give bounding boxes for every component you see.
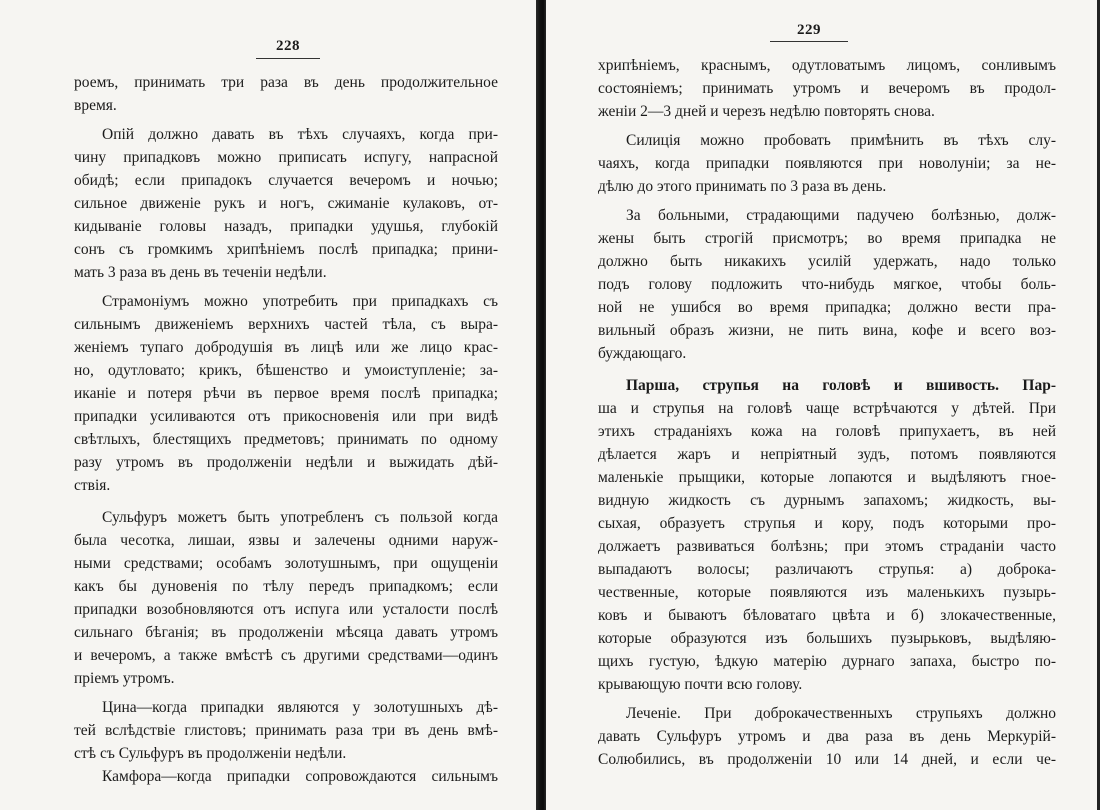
text-line: ковъ и бываютъ бѣловатаго цвѣта и б) злокачественные,: [598, 607, 1056, 624]
text-line: была чесотка, лишаи, язвы и залечены одними наруж-: [74, 532, 498, 549]
text-line: Солюбились, въ продолженіи 10 или 14 дней, и если че-: [598, 751, 1056, 768]
section-heading: Парша, струпья на головѣ и вшивость. Пар-: [626, 377, 1056, 394]
text-line: кидываніе головы назадъ, припадки удушья, глубокій: [74, 218, 498, 235]
text-line: крывающую почти всю голову.: [598, 676, 803, 693]
text-line: состояніемъ; принимать утромъ и вечеромъ въ продол-: [598, 80, 1056, 97]
text-line: Страмоніумъ можно употребить при припадкахъ съ: [102, 293, 498, 310]
text-line: дѣлю до этого принимать по 3 раза въ день.: [598, 178, 887, 195]
text-line: стѣ съ Сульфуръ въ продолженіи недѣли.: [74, 745, 347, 762]
text-line: но, одутловато; крикъ, бѣшенство и умоиступленіе; за-: [74, 362, 498, 379]
text-line: тей вслѣдствіе глистовъ; принимать раза три въ день вмѣ-: [74, 722, 498, 739]
text-line: сонъ съ громкимъ хрипѣніемъ послѣ припадка; прини-: [74, 241, 498, 258]
text-line: ными средствами; особамъ золотушнымъ, при ощущеніи: [74, 555, 498, 572]
text-line: маленькіе прыщики, которые лопаются и выдѣляютъ гное-: [598, 469, 1056, 486]
text-line: ной не ушибся во время припадка; должно вести пра-: [598, 299, 1056, 316]
text-line: какъ бы дуновенія по тѣлу передъ припадкомъ; если: [74, 578, 498, 595]
text-line: За больными, страдающими падучею болѣзнью, долж-: [626, 207, 1056, 224]
text-line: сыхая, образуетъ струпья и кору, подъ которыми про-: [598, 515, 1056, 532]
text-line: свѣтлыхъ, блестящихъ предметовъ; принимать по одному: [74, 431, 498, 448]
text-line: выпадаютъ волосы; различаютъ струпья: а) доброка-: [598, 561, 1056, 578]
text-line: Леченіе. При доброкачественныхъ струпьяхъ должно: [626, 705, 1056, 722]
text-line: видную жидкость съ дурнымъ запахомъ; жидкость, вы-: [598, 492, 1056, 509]
left-page: [0, 0, 538, 810]
text-line: должаетъ развиваться болѣзнь; при этомъ страданіи часто: [598, 538, 1056, 555]
text-line: щихъ густую, ѣдкую матерію дурнаго запаха, быстро по-: [598, 653, 1056, 670]
left-page-number: 228: [276, 38, 300, 54]
text-line: чину припадковъ можно приписать испугу, напрасной: [74, 149, 498, 166]
text-line: сильнаго бѣганія; въ продолженіи мѣсяца давать утромъ: [74, 624, 498, 641]
text-line: Камфора—когда припадки сопровождаются сильнымъ: [102, 768, 498, 785]
right-page-number: 229: [797, 22, 821, 38]
text-line: Сульфуръ можетъ быть употребленъ съ пользой когда: [102, 509, 498, 526]
text-line: сильнымъ движеніемъ верхнихъ частей тѣла, съ выра-: [74, 316, 498, 333]
right-page: [546, 0, 1100, 810]
text-line: женіемъ тупаго добродушія въ лицѣ или же лицо крас-: [74, 339, 498, 356]
text-line: ша и струпья на головѣ чаще встрѣчаются у дѣтей. При: [598, 400, 1056, 417]
text-line: давать Сульфуръ утромъ и два раза въ день Меркурій-: [598, 728, 1056, 745]
right-page-number-rule: [770, 41, 848, 42]
text-line: Цина—когда припадки являются у золотушныхъ дѣ-: [102, 699, 498, 716]
text-line: вильный образъ жизни, не пить вина, кофе и всего воз-: [598, 322, 1056, 339]
text-line: и вечеромъ, а также вмѣстѣ съ другими средствами—одинъ: [74, 647, 498, 664]
text-line: пріемъ утромъ.: [74, 670, 175, 687]
text-line: должно быть никакихъ усилій удержать, надо только: [598, 253, 1056, 270]
text-line: женіи 2—3 дней и черезъ недѣлю повторять снова.: [598, 103, 935, 120]
text-line: припадки усиливаются отъ прикосновенія или при видѣ: [74, 408, 498, 425]
right-page-text: [598, 54, 1056, 771]
text-line: разу утромъ въ продолженіи недѣли и выжидать дѣй-: [74, 454, 498, 471]
left-page-text: [74, 71, 498, 788]
text-line: хрипѣніемъ, краснымъ, одутловатымъ лицомъ, сонливымъ: [598, 57, 1056, 74]
text-line: иканіе и потеря рѣчи въ первое время послѣ припадка;: [74, 385, 498, 402]
text-line: чаяхъ, когда припадки появляются при новолуніи; за не-: [598, 155, 1056, 172]
text-line: Опій должно давать въ тѣхъ случаяхъ, когда при-: [102, 126, 498, 143]
text-line: ствія.: [74, 477, 111, 494]
text-line: обидѣ; если припадокъ случается вечеромъ и ночью;: [74, 172, 498, 189]
text-line: буждающаго.: [598, 345, 687, 362]
text-line: мать 3 раза въ день въ теченіи недѣли.: [74, 264, 327, 281]
text-line: которые образуются изъ большихъ пузырьковъ, выдѣляю-: [598, 630, 1056, 647]
text-line: этихъ страданіяхъ кожа на головѣ припухаетъ, въ ней: [598, 423, 1056, 440]
text-line: чественные, которые появляются изъ маленькихъ пузырь-: [598, 584, 1056, 601]
text-line: роемъ, принимать три раза въ день продолжительное: [74, 74, 498, 91]
text-line: жены быть строгій присмотръ; во время припадка не: [598, 230, 1056, 247]
text-line: сильное движеніе рукъ и ногъ, сжиманіе кулаковъ, от-: [74, 195, 498, 212]
text-line: время.: [74, 97, 117, 114]
left-page-number-rule: [256, 58, 320, 59]
text-line: Силиція можно пробовать примѣнить въ тѣхъ слу-: [626, 132, 1056, 149]
text-line: подъ голову подложить что-нибудь мягкое, чтобы боль-: [598, 276, 1056, 293]
text-line: припадки возобновляются отъ испуга или усталости послѣ: [74, 601, 498, 618]
text-line: дѣлается жаръ и непріятный зудъ, потомъ появляются: [598, 446, 1056, 463]
